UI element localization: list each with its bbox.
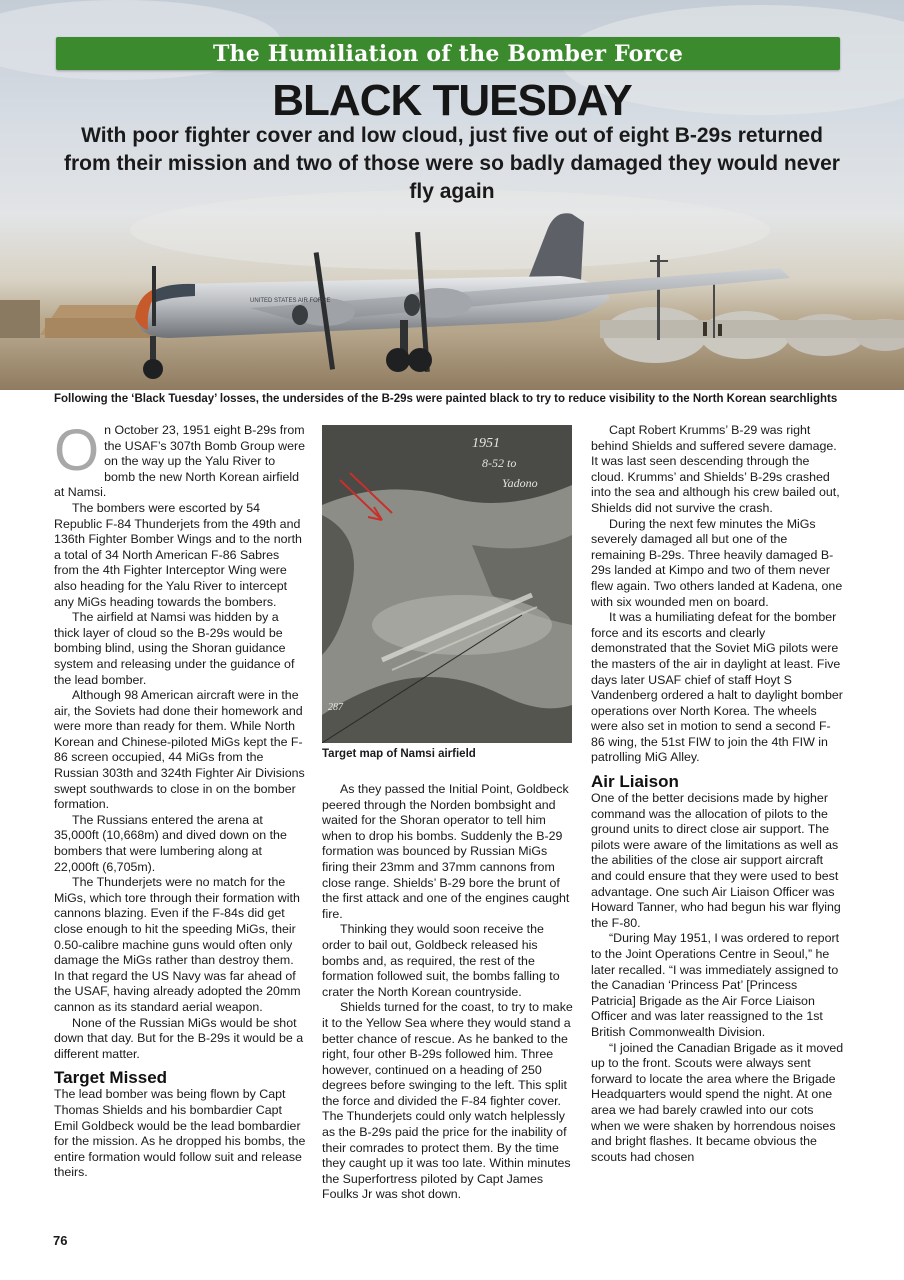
map-annotation-location: Yadono	[502, 476, 538, 490]
page-number: 76	[53, 1233, 68, 1248]
standfirst: With poor fighter cover and low cloud, just five out of eight B-29s returned from their mission and two of those were so badly damaged they would never fly again	[64, 124, 840, 203]
paragraph: Capt Robert Krumms’ B-29 was right behind Shields and suffered severe damage. It was last seen descending through the cloud. Krumms’ and Shields’ B-29s crashed into the sea and although his crew bailed out, Shields did not survive the crash.	[591, 423, 840, 515]
map-caption: Target map of Namsi airfield	[322, 748, 476, 760]
paragraph: Thinking they would soon receive the order to bail out, Goldbeck released his bombs and, as required, the rest of the formation followed suit, the bombs falling to crater the North Korean countryside.	[322, 922, 560, 999]
paragraph: The airfield at Namsi was hidden by a thick layer of cloud so the B-29s would be bombing blind, using the Shoran guidance system and releasing under the guidance of the lead bomber.	[54, 610, 295, 687]
paragraph	[54, 418, 306, 501]
map-annotation-number: 287	[328, 702, 343, 713]
paragraph: As they passed the Initial Point, Goldbeck peered through the Norden bombsight and waited for the Shoran operator to tell him when to drop his bombs. Suddenly the B-29 formation was bounced by Russian MiGs firing their 23mm and 37mm cannons from close range. Shields’ B-29 bore the brunt of the first attack and one of the engines caught fire.	[322, 782, 570, 921]
paragraph: It was a humiliating defeat for the bomber force and its escorts and clearly demonstrated that the Soviet MiG pilots were the masters of the air in daylight at least. Five days later USAF chief of staff Hoyt S Vandenberg ordered a halt to daylight bomber operations over North Korea. The wheels were also set in motion to send a second F-86 wing, the 51st FIW to join the 4th FIW in patrolling MiG Alley.	[591, 610, 843, 765]
fuselage-lettering: UNITED STATES AIR FORCE	[250, 298, 331, 304]
aerial-map-photo	[322, 425, 572, 743]
subheading-target-missed: Target Missed	[54, 1068, 168, 1088]
article-column-2	[322, 782, 574, 1203]
paragraph: The bombers were escorted by 54 Republic F-84 Thunderjets from the 49th and 136th Fighter Bomber Wings and to the north a total of 34 North American F-86 Sabres from the 4th Fighter Interceptor Wing were also heading for the Yalu River to intercept any MiGs heading towards the bombers.	[54, 500, 302, 609]
map-annotation-sortie: 8-52 to	[482, 456, 517, 470]
paragraph-text: n October 23, 1951 eight B-29s from the USAF’s 307th Bomb Group were on the way up the Yalu River to bomb the new North Korean airfield at Namsi.	[54, 423, 306, 500]
headline: BLACK TUESDAY	[272, 76, 632, 125]
article-column-1	[54, 418, 306, 1181]
section-banner	[56, 37, 840, 70]
section-banner-text: The Humiliation of the Bomber Force	[212, 40, 684, 67]
paragraph: During the next few minutes the MiGs severely damaged all but one of the remaining B-29s. Three heavily damaged B-29s landed at Kimpo and two of them never flew again. Two others landed at Kadena, one with six wounded men on board.	[591, 516, 843, 609]
drop-cap: O	[54, 418, 100, 483]
hero-photo	[0, 0, 904, 390]
photo-caption: Following the ‘Black Tuesday’ losses, the undersides of the B-29s were painted black to try to reduce visibility to the North Korean searchlights	[54, 393, 838, 405]
paragraph: “I joined the Canadian Brigade as it moved up to the front. Scouts were always sent forward to locate the area where the Brigade Headquarters would spend the night. At one area we had barely crawled into our cots when we were shaken by horrendous noises and bright flashes. It became obvious the scouts had chosen	[591, 1040, 844, 1164]
paragraph: None of the Russian MiGs would be shot down that day. But for the B-29s it would be a different matter.	[54, 1015, 304, 1061]
paragraph: The Russians entered the arena at 35,000ft (10,668m) and dived down on the bombers that were lumbering along at 22,000ft (6,705m).	[54, 812, 287, 874]
paragraph: Shields turned for the coast, to try to make it to the Yellow Sea where they would stand a better chance of rescue. As he banked to the right, four other B-29s followed him. Three however, continued on a heading of 250 degrees before swinging to the left. This split the force and divided the F-84 fighter cover. The Thunderjets could only watch helplessly as the B-29s paid the price for the inability of their comrades to protect them. By the time they caught up it was too late. Within minutes the Superfortress piloted by Capt James Foulks Jr was shot down.	[322, 1000, 573, 1202]
article-column-3	[591, 423, 844, 1165]
paragraph: Although 98 American aircraft were in the air, the Soviets had done their homework and were more than ready for them. While North Korean and Chinese-piloted MiGs kept the F-86 screen occupied, 44 MiGs from the Russian 303th and 324th Fighter Air Divisions swept southwards to close in on the bomber formation.	[54, 688, 305, 812]
paragraph: One of the better decisions made by higher command was the allocation of pilots to the ground units to direct close air support. The pilots were aware of the limitations as well as the abilities of the close air support aircraft and could ensure that they were used to best advantage. One such Air Liaison Officer was Howard Tanner, who had begun his war flying the F-80.	[591, 791, 841, 930]
namsi-target-map	[322, 425, 572, 743]
paragraph: “During May 1951, I was ordered to report to the Joint Operations Centre in Seoul,” he later recalled. “I was immediately assigned to the Canadian ‘Princess Pat’ [Princess Patricia] Brigade as the Air Force Liaison Officer and was later reassigned to the 1st British Commonwealth Division.	[591, 931, 840, 1039]
map-annotation-date: 1951	[472, 436, 500, 451]
paragraph: The Thunderjets were no match for the MiGs, which tore through their formation with cannons blazing. Even if the F-84s did get close enough to hit the speeding MiGs, their 0.50-calibre machine guns would often only damage the MiGs rather than destroy them. In that regard the US Navy was far ahead of the USAF, having already adopted the 20mm cannon as its standard aerial weapon.	[54, 875, 301, 1014]
subheading-air-liaison: Air Liaison	[591, 772, 679, 792]
paragraph: The lead bomber was being flown by Capt Thomas Shields and his bombardier Capt Emil Goldbeck would be the lead bombardier for the mission. As he dropped his bombs, the entire formation would follow suit and release theirs.	[54, 1087, 306, 1180]
